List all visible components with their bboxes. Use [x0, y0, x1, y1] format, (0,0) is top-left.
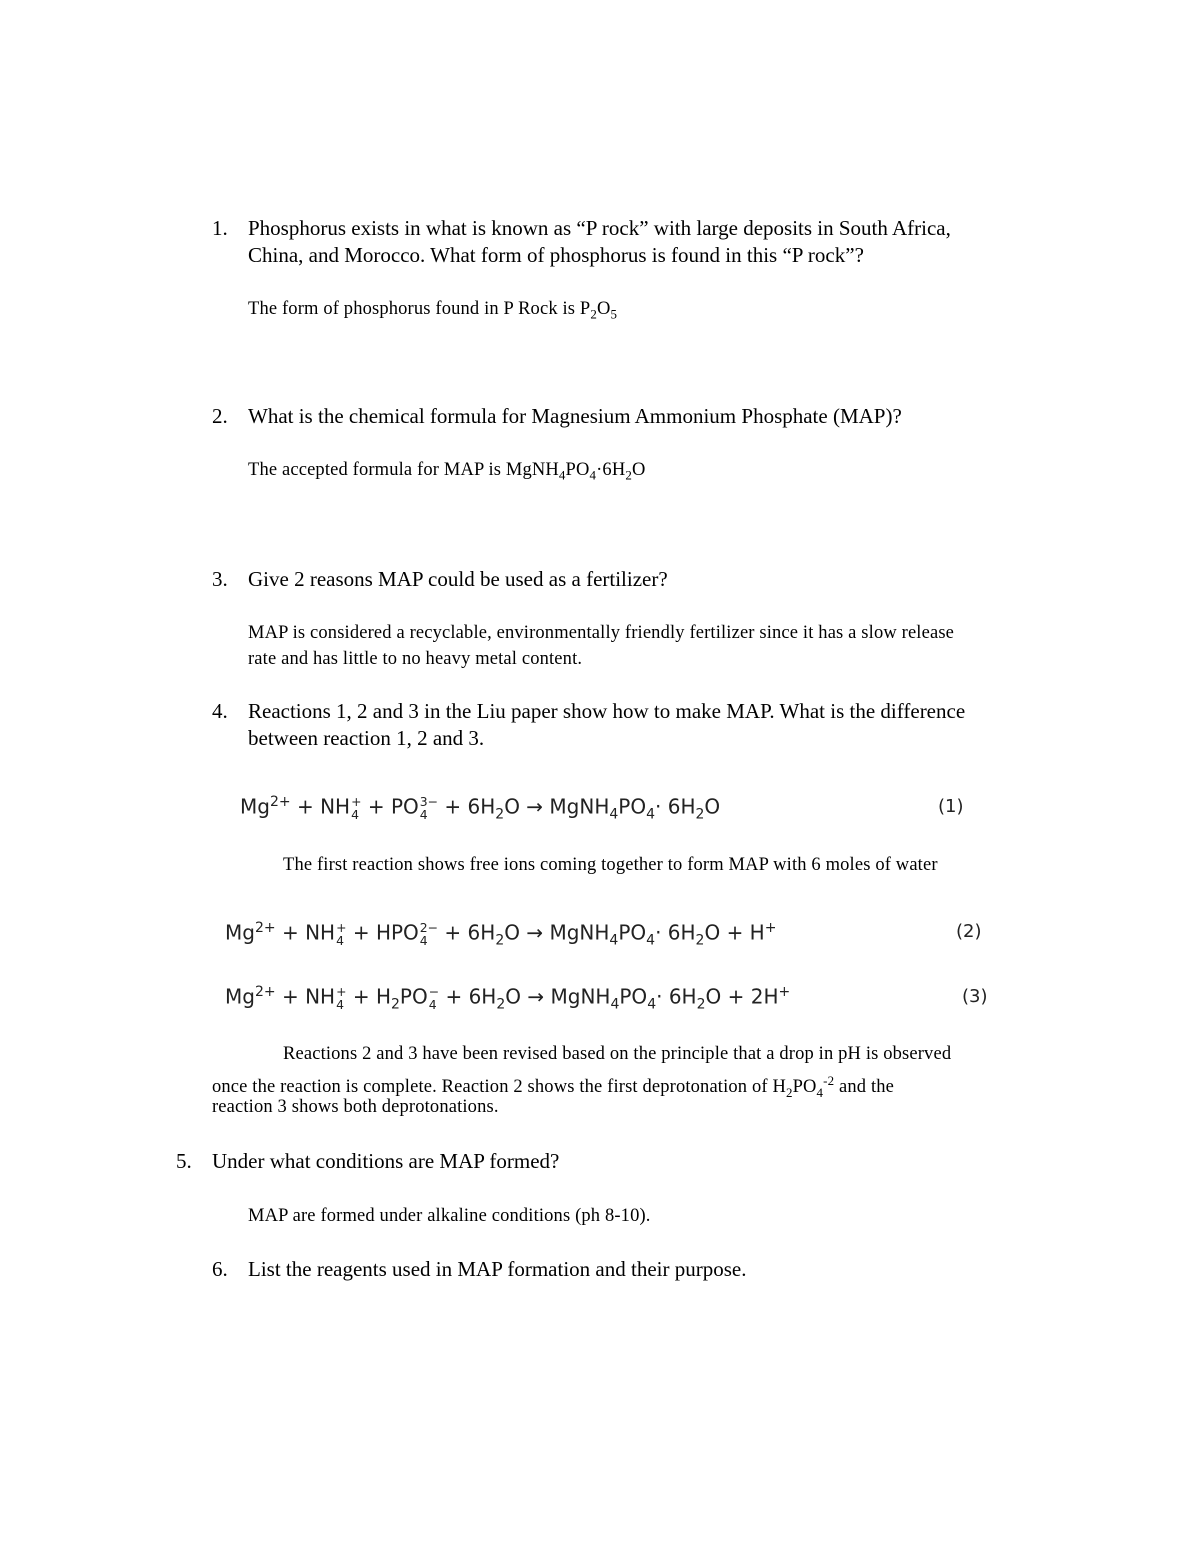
- reaction-2-label: (2): [956, 921, 982, 942]
- reaction-1-note: The first reaction shows free ions coming together to form MAP with 6 moles of water: [283, 855, 938, 875]
- reaction-3-equation: $Mg^{2+}$ + NH + 4 + $H_2PO$ − 4 + $6H_2O$ → $MgNH_4PO_4\cdot 6H_2O + 2H^+$: [225, 984, 791, 1013]
- question-3-line-1: Give 2 reasons MAP could be used as a fertilizer?: [248, 567, 668, 591]
- question-5-line-1: Under what conditions are MAP formed?: [212, 1149, 560, 1173]
- question-1-number: 1.: [212, 216, 228, 240]
- revision-line-2: once the reaction is complete. Reaction 2 shows the first deprotonation of $H_2PO_4^{-2}$ and the: [212, 1073, 894, 1100]
- revision-line-1: Reactions 2 and 3 have been revised based on the principle that a drop in pH is observed: [283, 1044, 952, 1064]
- answer-1: The form of phosphorus found in P Rock is $P_2O_5$: [248, 299, 618, 322]
- answer-3-line-2: rate and has little to no heavy metal content.: [248, 649, 583, 669]
- revision-line-3: reaction 3 shows both deprotonations.: [212, 1097, 499, 1117]
- question-2-line-1: What is the chemical formula for Magnesium Ammonium Phosphate (MAP)?: [248, 404, 902, 428]
- reaction-1-label: (1): [938, 796, 964, 817]
- question-4-line-1: Reactions 1, 2 and 3 in the Liu paper show how to make MAP. What is the difference: [248, 699, 966, 723]
- question-6-line-1: List the reagents used in MAP formation and their purpose.: [248, 1257, 747, 1281]
- answer-2: The accepted formula for MAP is $MgNH_4PO_4\cdot 6H_2O$: [248, 460, 646, 483]
- question-3-number: 3.: [212, 567, 228, 591]
- question-1-line-1: Phosphorus exists in what is known as “P rock” with large deposits in South Africa,: [248, 216, 951, 240]
- reaction-3-label: (3): [962, 986, 988, 1007]
- question-6-number: 6.: [212, 1257, 228, 1281]
- question-1-line-2: China, and Morocco. What form of phosphorus is found in this “P rock”?: [248, 243, 864, 267]
- question-4-line-2: between reaction 1, 2 and 3.: [248, 726, 485, 750]
- question-2-number: 2.: [212, 404, 228, 428]
- question-4-number: 4.: [212, 699, 228, 723]
- question-5-number: 5.: [176, 1149, 192, 1173]
- answer-5: MAP are formed under alkaline conditions (ph 8-10).: [248, 1206, 651, 1226]
- reaction-2-equation: $Mg^{2+}$ + NH + 4 + HPO 2− 4 + $6H_2O$ → $MgNH_4PO_4\cdot 6H_2O + H^+$: [225, 920, 777, 949]
- answer-3-line-1: MAP is considered a recyclable, environmentally friendly fertilizer since it has a slow release: [248, 623, 955, 643]
- reaction-1-equation: $Mg^{2+}$ + NH + 4 + PO 3− 4 + $6H_2O$ → $MgNH_4PO_4\cdot 6H_2O$: [240, 794, 721, 823]
